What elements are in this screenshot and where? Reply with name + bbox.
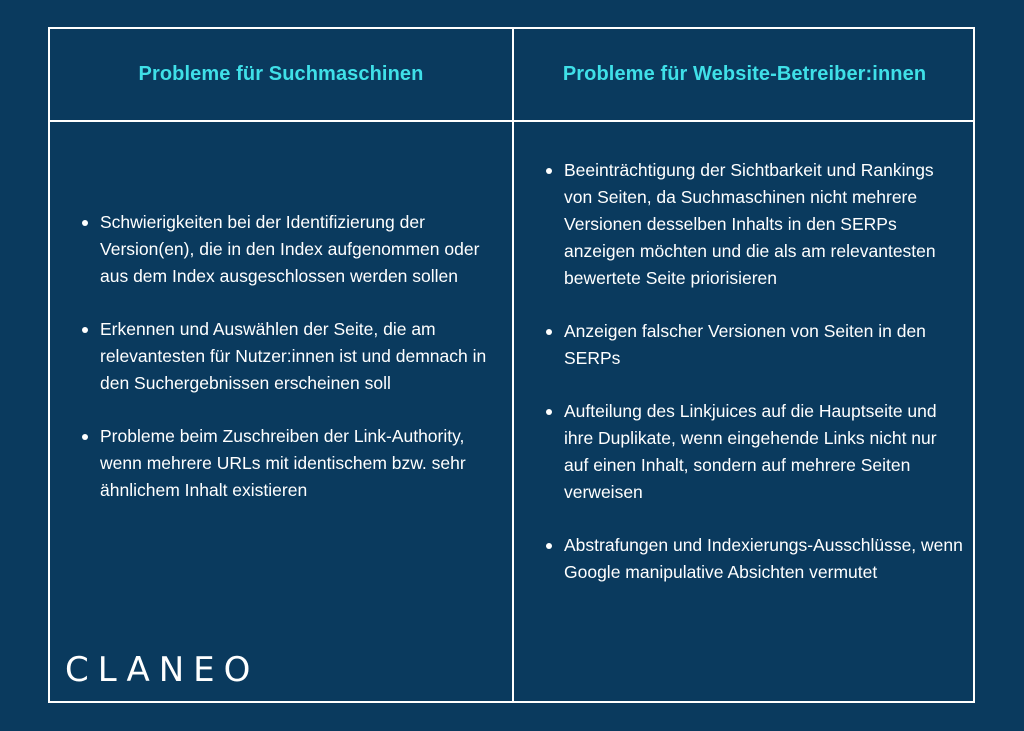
list-item: Anzeigen falscher Versionen von Seiten in den SERPs — [544, 318, 964, 372]
comparison-table — [48, 27, 975, 703]
website-operator-problems-list — [544, 157, 964, 612]
bullet-icon — [546, 409, 552, 415]
list-item: Probleme beim Zuschreiben der Link-Authority, wenn mehrere URLs mit identischem bzw. sehr ähnlichem Inhalt existieren — [80, 423, 500, 504]
bullet-icon — [82, 220, 88, 226]
search-engine-problems-list — [80, 209, 500, 530]
list-item: Beeinträchtigung der Sichtbarkeit und Rankings von Seiten, da Suchmaschinen nicht mehrere Versionen desselben Inhalts in den SERPs anzeigen möchten und die als am relevantesten bewertete Seite priorisieren — [544, 157, 964, 292]
bullet-icon — [546, 543, 552, 549]
bullet-icon — [82, 434, 88, 440]
bullet-icon — [546, 168, 552, 174]
header-search-engines: Probleme für Suchmaschinen — [138, 63, 424, 85]
column-divider — [512, 29, 514, 701]
list-item: Abstrafungen und Indexierungs-Ausschlüsse, wenn Google manipulative Absichten vermutet — [544, 532, 964, 586]
header-website-operators: Probleme für Website-Betreiber:innen — [562, 63, 927, 85]
list-item: Aufteilung des Linkjuices auf die Hauptseite und ihre Duplikate, wenn eingehende Links nicht nur auf einen Inhalt, sondern auf mehrere Seiten verweisen — [544, 398, 964, 506]
bullet-icon — [546, 329, 552, 335]
bullet-icon — [82, 327, 88, 333]
claneo-logo: CLANEO — [65, 650, 260, 690]
list-item: Erkennen und Auswählen der Seite, die am relevantesten für Nutzer:innen ist und demnach in den Suchergebnissen erscheinen soll — [80, 316, 500, 397]
list-item: Schwierigkeiten bei der Identifizierung der Version(en), die in den Index aufgenommen oder aus dem Index ausgeschlossen werden sollen — [80, 209, 500, 290]
header-divider — [50, 120, 973, 122]
